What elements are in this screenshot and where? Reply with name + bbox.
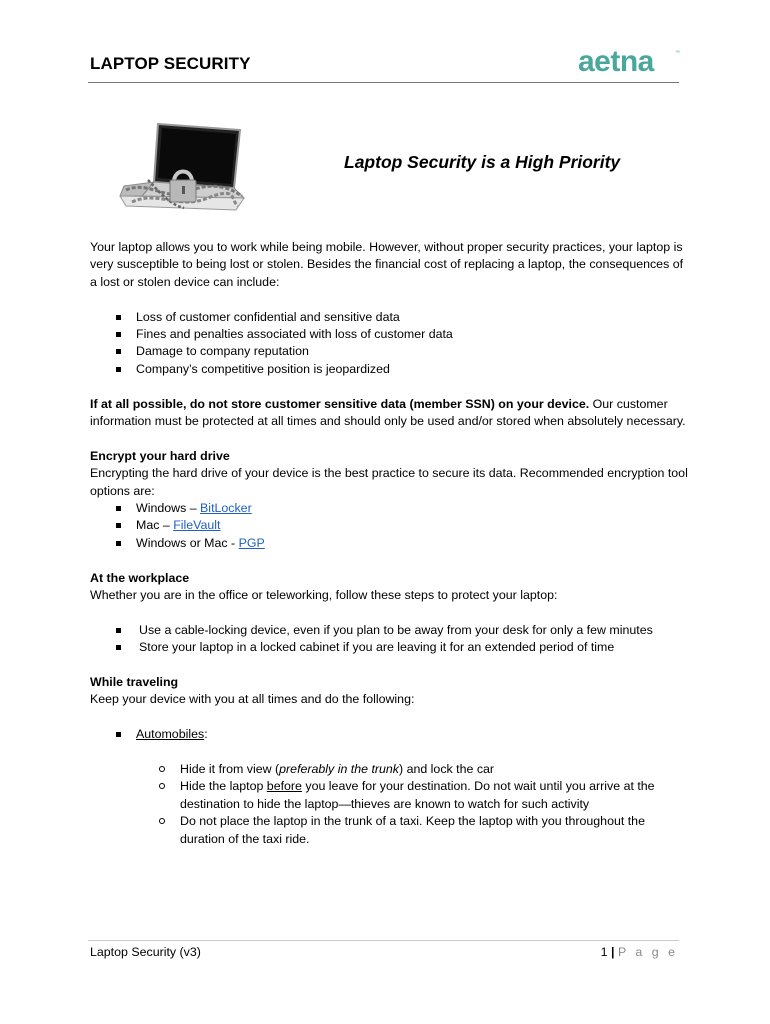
page-word: P a g e bbox=[617, 945, 678, 959]
locked-laptop-image bbox=[118, 120, 248, 220]
page-number: 1 bbox=[600, 945, 608, 959]
list-item: Damage to company reputation bbox=[90, 343, 690, 360]
document-body bbox=[90, 239, 690, 848]
encrypt-paragraph: Encrypting the hard drive of your device is the best practice to secure its data. Recommended encryption tool options are: bbox=[90, 466, 688, 498]
list-item bbox=[90, 517, 690, 534]
pgp-link[interactable]: PGP bbox=[238, 535, 265, 550]
list-item bbox=[90, 778, 690, 813]
item-text: Hide the laptop bbox=[180, 779, 267, 794]
item-text: Hide it from view ( bbox=[180, 762, 280, 777]
workplace-heading: At the workplace bbox=[90, 570, 190, 585]
encrypt-heading: Encrypt your hard drive bbox=[90, 448, 230, 463]
workplace-list bbox=[90, 622, 690, 657]
header-divider bbox=[88, 82, 679, 83]
list-item bbox=[90, 726, 690, 743]
filevault-link[interactable]: FileVault bbox=[173, 518, 221, 533]
traveling-paragraph: Keep your device with you at all times and do the following: bbox=[90, 692, 415, 707]
list-item: Fines and penalties associated with loss of customer data bbox=[90, 326, 690, 343]
item-text: you leave for your destination. Do not wait until you arrive at the destination to hide the laptop—thieves are known to watch for such activity bbox=[180, 779, 655, 811]
page-separator: | bbox=[611, 945, 615, 959]
item-text: ) and lock the car bbox=[399, 762, 495, 777]
footer-divider bbox=[88, 940, 679, 941]
automobiles-sublist bbox=[90, 761, 690, 848]
footer-page-number bbox=[601, 945, 678, 959]
list-item: Company’s competitive position is jeopardized bbox=[90, 361, 690, 378]
warning-bold-text: If at all possible, do not store customer sensitive data (member SSN) on your device. bbox=[90, 396, 590, 411]
item-italic-text: preferably in the trunk bbox=[279, 762, 399, 777]
item-underlined-text: before bbox=[266, 779, 302, 794]
aetna-logo: aetna bbox=[578, 45, 654, 78]
bitlocker-link[interactable]: BitLocker bbox=[200, 501, 252, 516]
automobiles-colon: : bbox=[204, 727, 208, 742]
list-item: Do not place the laptop in the trunk of a taxi. Keep the laptop with you throughout the duration of the taxi ride. bbox=[90, 813, 690, 848]
header-title: LAPTOP SECURITY bbox=[90, 54, 251, 73]
encryption-options-list bbox=[90, 500, 690, 552]
list-item: Use a cable-locking device, even if you plan to be away from your desk for only a few minutes bbox=[90, 622, 690, 639]
option-prefix: Mac – bbox=[136, 518, 174, 533]
list-item bbox=[90, 500, 690, 517]
traveling-list bbox=[90, 726, 690, 743]
option-prefix: Windows or Mac - bbox=[136, 535, 239, 550]
traveling-heading: While traveling bbox=[90, 675, 179, 690]
option-prefix: Windows – bbox=[136, 501, 201, 516]
warning-text: Our customer information must be protected at all times and should only be used and/or stored when absolutely necessary. bbox=[90, 396, 686, 429]
list-item bbox=[90, 535, 690, 552]
workplace-paragraph: Whether you are in the office or teleworking, follow these steps to protect your laptop: bbox=[90, 588, 558, 603]
list-item: Store your laptop in a locked cabinet if you are leaving it for an extended period of time bbox=[90, 639, 690, 656]
intro-paragraph: Your laptop allows you to work while being mobile. However, without proper security practices, your laptop is very susceptible to being lost or stolen. Besides the financial cost of replacing a laptop, the consequences of a lost or stolen device can include: bbox=[90, 240, 684, 289]
footer-document-title: Laptop Security (v3) bbox=[90, 945, 201, 959]
consequences-list bbox=[90, 309, 690, 379]
hero-title: Laptop Security is a High Priority bbox=[344, 152, 621, 172]
list-item: Loss of customer confidential and sensitive data bbox=[90, 309, 690, 326]
list-item bbox=[90, 761, 690, 778]
logo-trademark: ™ bbox=[675, 50, 680, 56]
automobiles-label: Automobiles bbox=[136, 727, 205, 742]
warning-paragraph bbox=[90, 396, 690, 431]
